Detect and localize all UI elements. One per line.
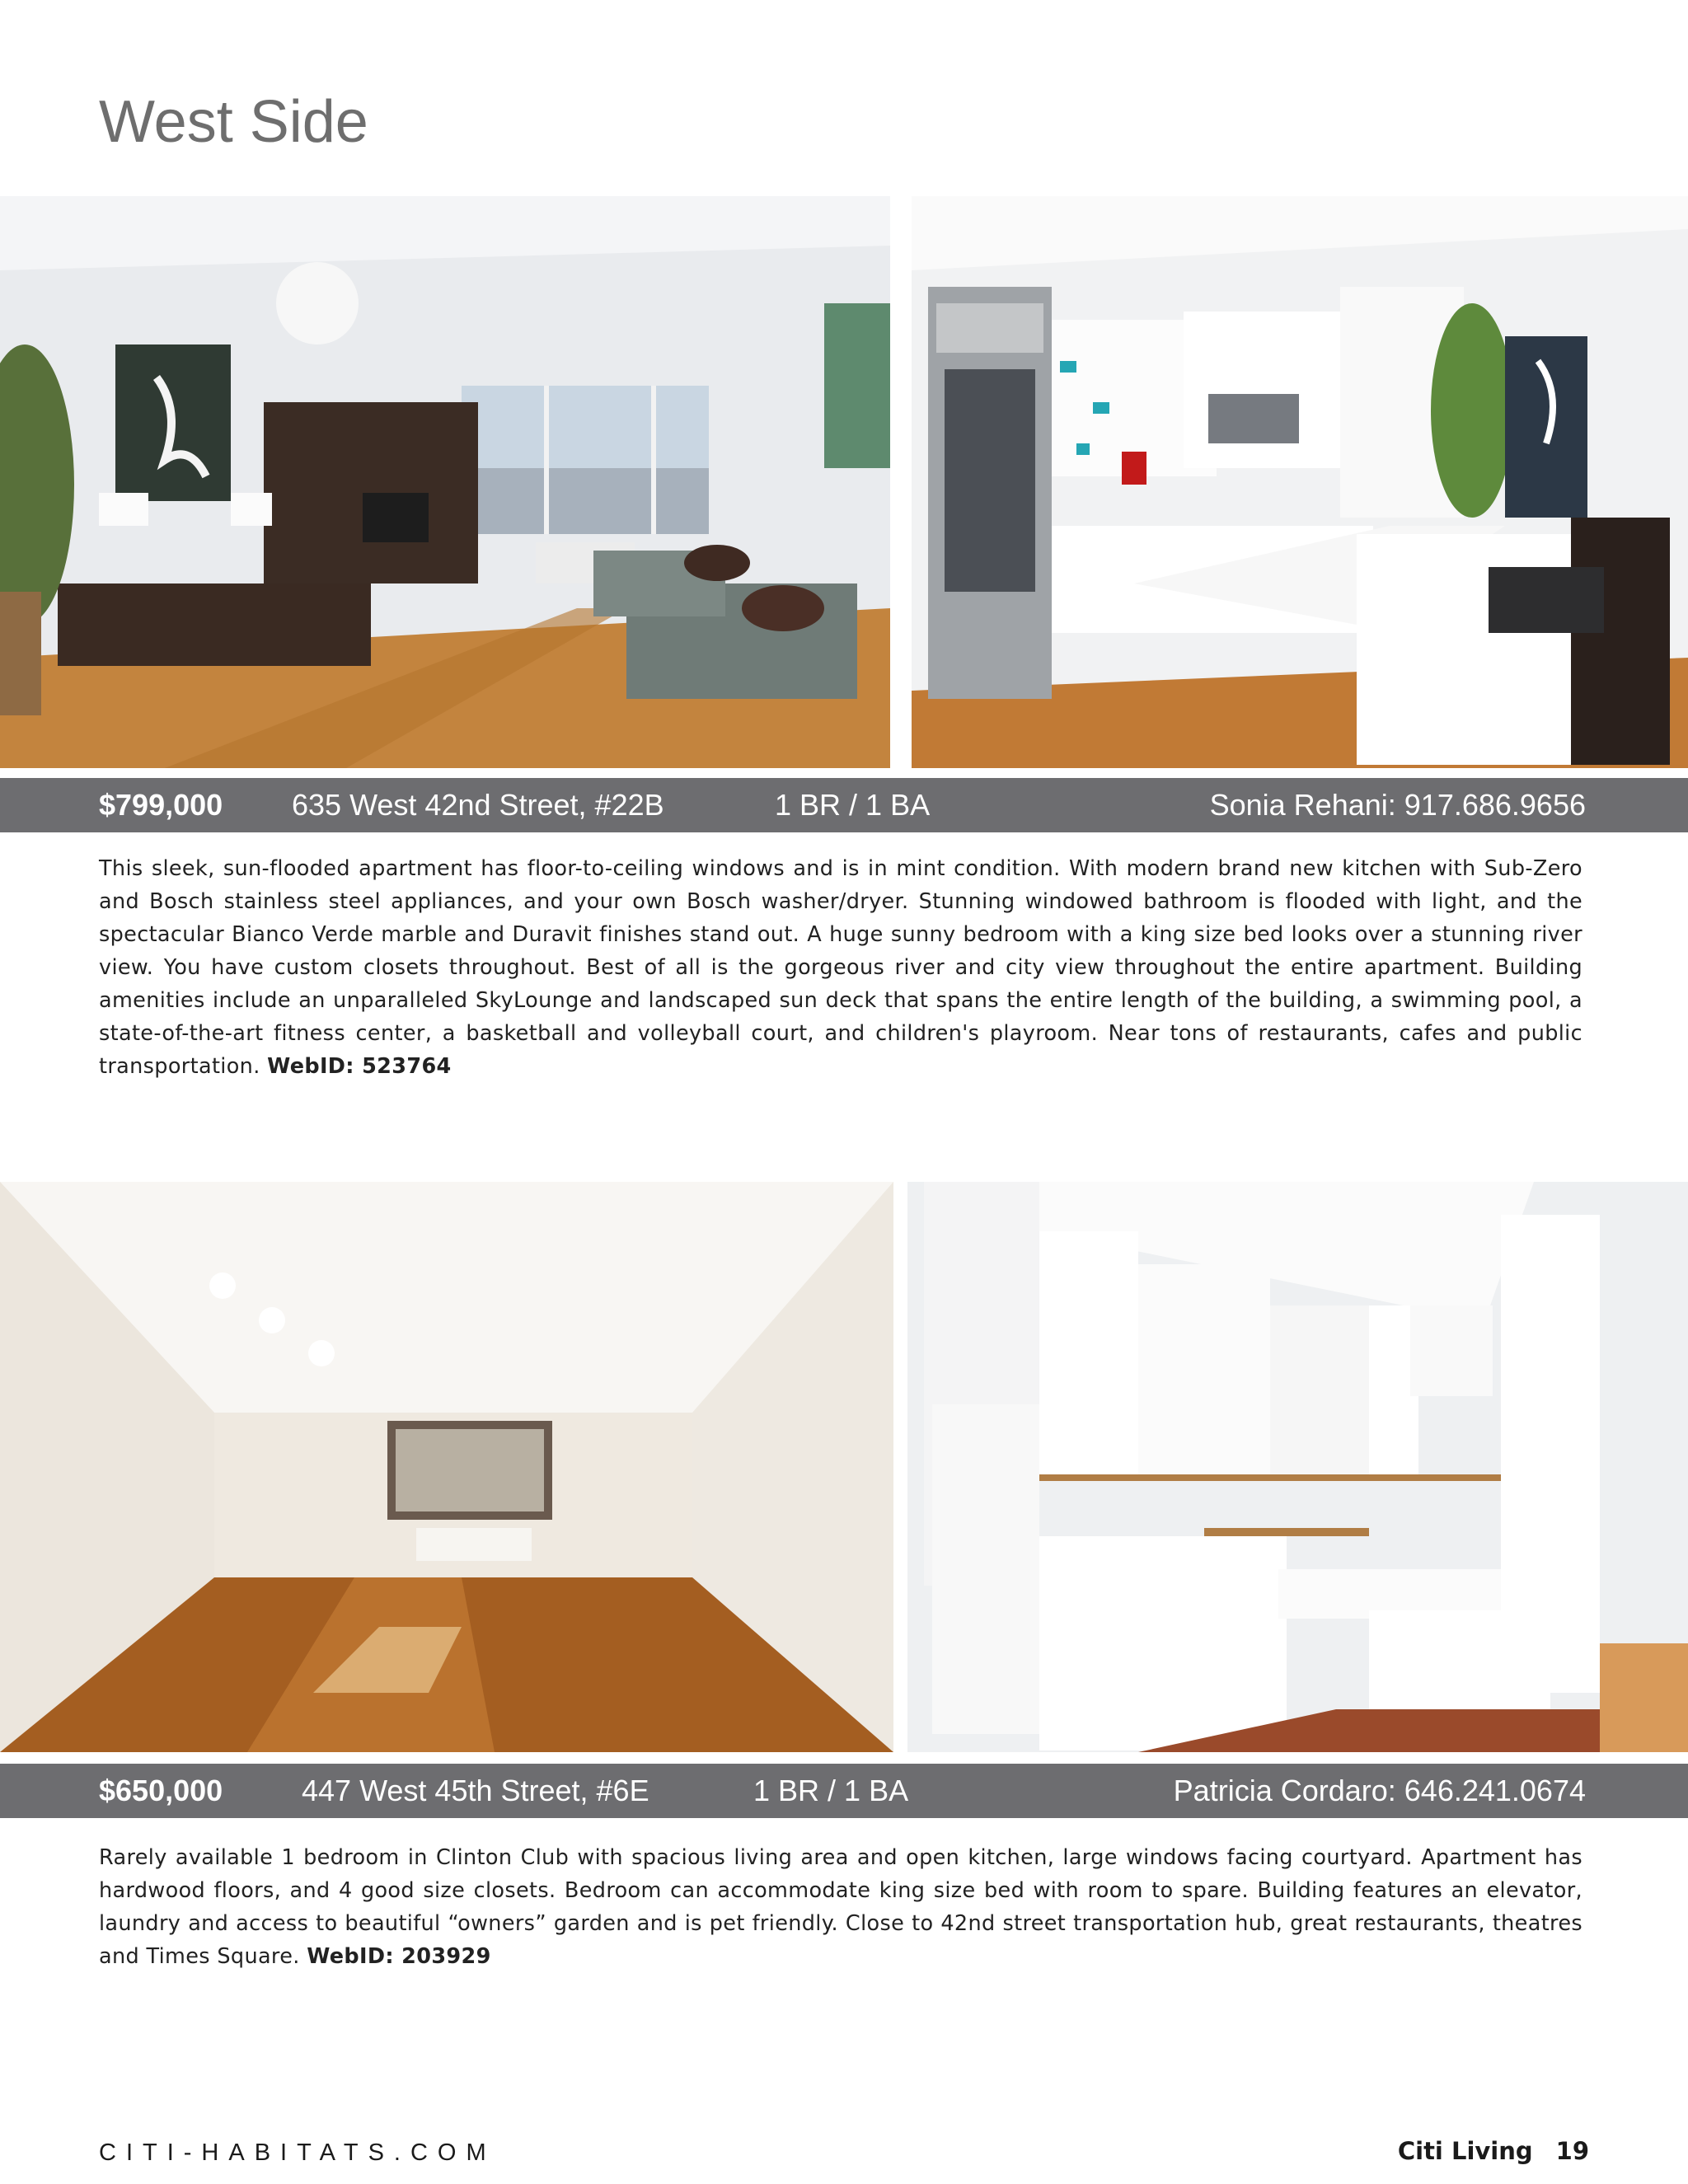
listing-2-kitchen-photo xyxy=(907,1182,1688,1752)
publication-name: Citi Living xyxy=(1397,2137,1533,2165)
listing-1-description-text: This sleek, sun-flooded apartment has floor-to-ceiling windows and is in mint condition. With modern brand new kitchen with Sub-Zero and Bosch stainless steel appliances, and your own Bosch washer/dryer. Stunning windowed bathroom is flooded with light, and the spectacular Bianco Verde marble and Duravit finishes stand out. A huge sunny bedroom with a king size bed looks over a stunning river view. You have custom closets throughout. Best of all is the gorgeous river and city view throughout the entire apartment. Building amenities include an unparalleled SkyLounge and landscaped sun deck that spans the entire length of the building, a swimming pool, a state-of-the-art fitness center, a basketball and volleyball court, and children's playroom. Near tons of restaurants, cafes and public transportation. xyxy=(99,856,1582,1079)
page-number: 19 xyxy=(1555,2137,1589,2165)
footer-publication xyxy=(1398,2139,1589,2163)
listing-1-description xyxy=(99,852,1582,1083)
listing-2-description-text: Rarely available 1 bedroom in Clinton Club with spacious living area and open kitchen, large windows facing courtyard. Apartment has hardwood floors, and 4 good size closets. Bedroom can accommodate king size bed with room to spare. Building features an elevator, laundry and access to beautiful “owners” garden and is pet friendly. Close to 42nd street transportation hub, great restaurants, theatres and Times Square. xyxy=(99,1845,1582,1969)
listing-2-info-bar xyxy=(0,1764,1688,1818)
section-title: West Side xyxy=(99,89,368,155)
listing-1-kitchen-photo xyxy=(912,196,1688,768)
listing-1-bedbath: 1 BR / 1 BA xyxy=(775,788,931,822)
listing-2-description xyxy=(99,1841,1582,1973)
listing-2-price: $650,000 xyxy=(99,1774,223,1807)
listing-1-webid: WebID: 523764 xyxy=(267,1054,452,1079)
listing-1-living-room-photo xyxy=(0,196,890,768)
listing-1-price: $799,000 xyxy=(99,788,223,822)
listing-2-living-room-photo xyxy=(0,1182,893,1752)
listing-1-info-bar xyxy=(0,778,1688,832)
listing-2-bedbath: 1 BR / 1 BA xyxy=(753,1774,909,1807)
listing-2-address: 447 West 45th Street, #6E xyxy=(302,1774,649,1807)
listing-1-agent-contact: Sonia Rehani: 917.686.9656 xyxy=(1209,788,1586,822)
footer-website: CITI-HABITATS.COM xyxy=(99,2139,496,2166)
listing-2-agent-contact: Patricia Cordaro: 646.241.0674 xyxy=(1173,1774,1586,1807)
listing-1-address: 635 West 42nd Street, #22B xyxy=(292,788,664,822)
listing-2-webid: WebID: 203929 xyxy=(307,1944,491,1969)
